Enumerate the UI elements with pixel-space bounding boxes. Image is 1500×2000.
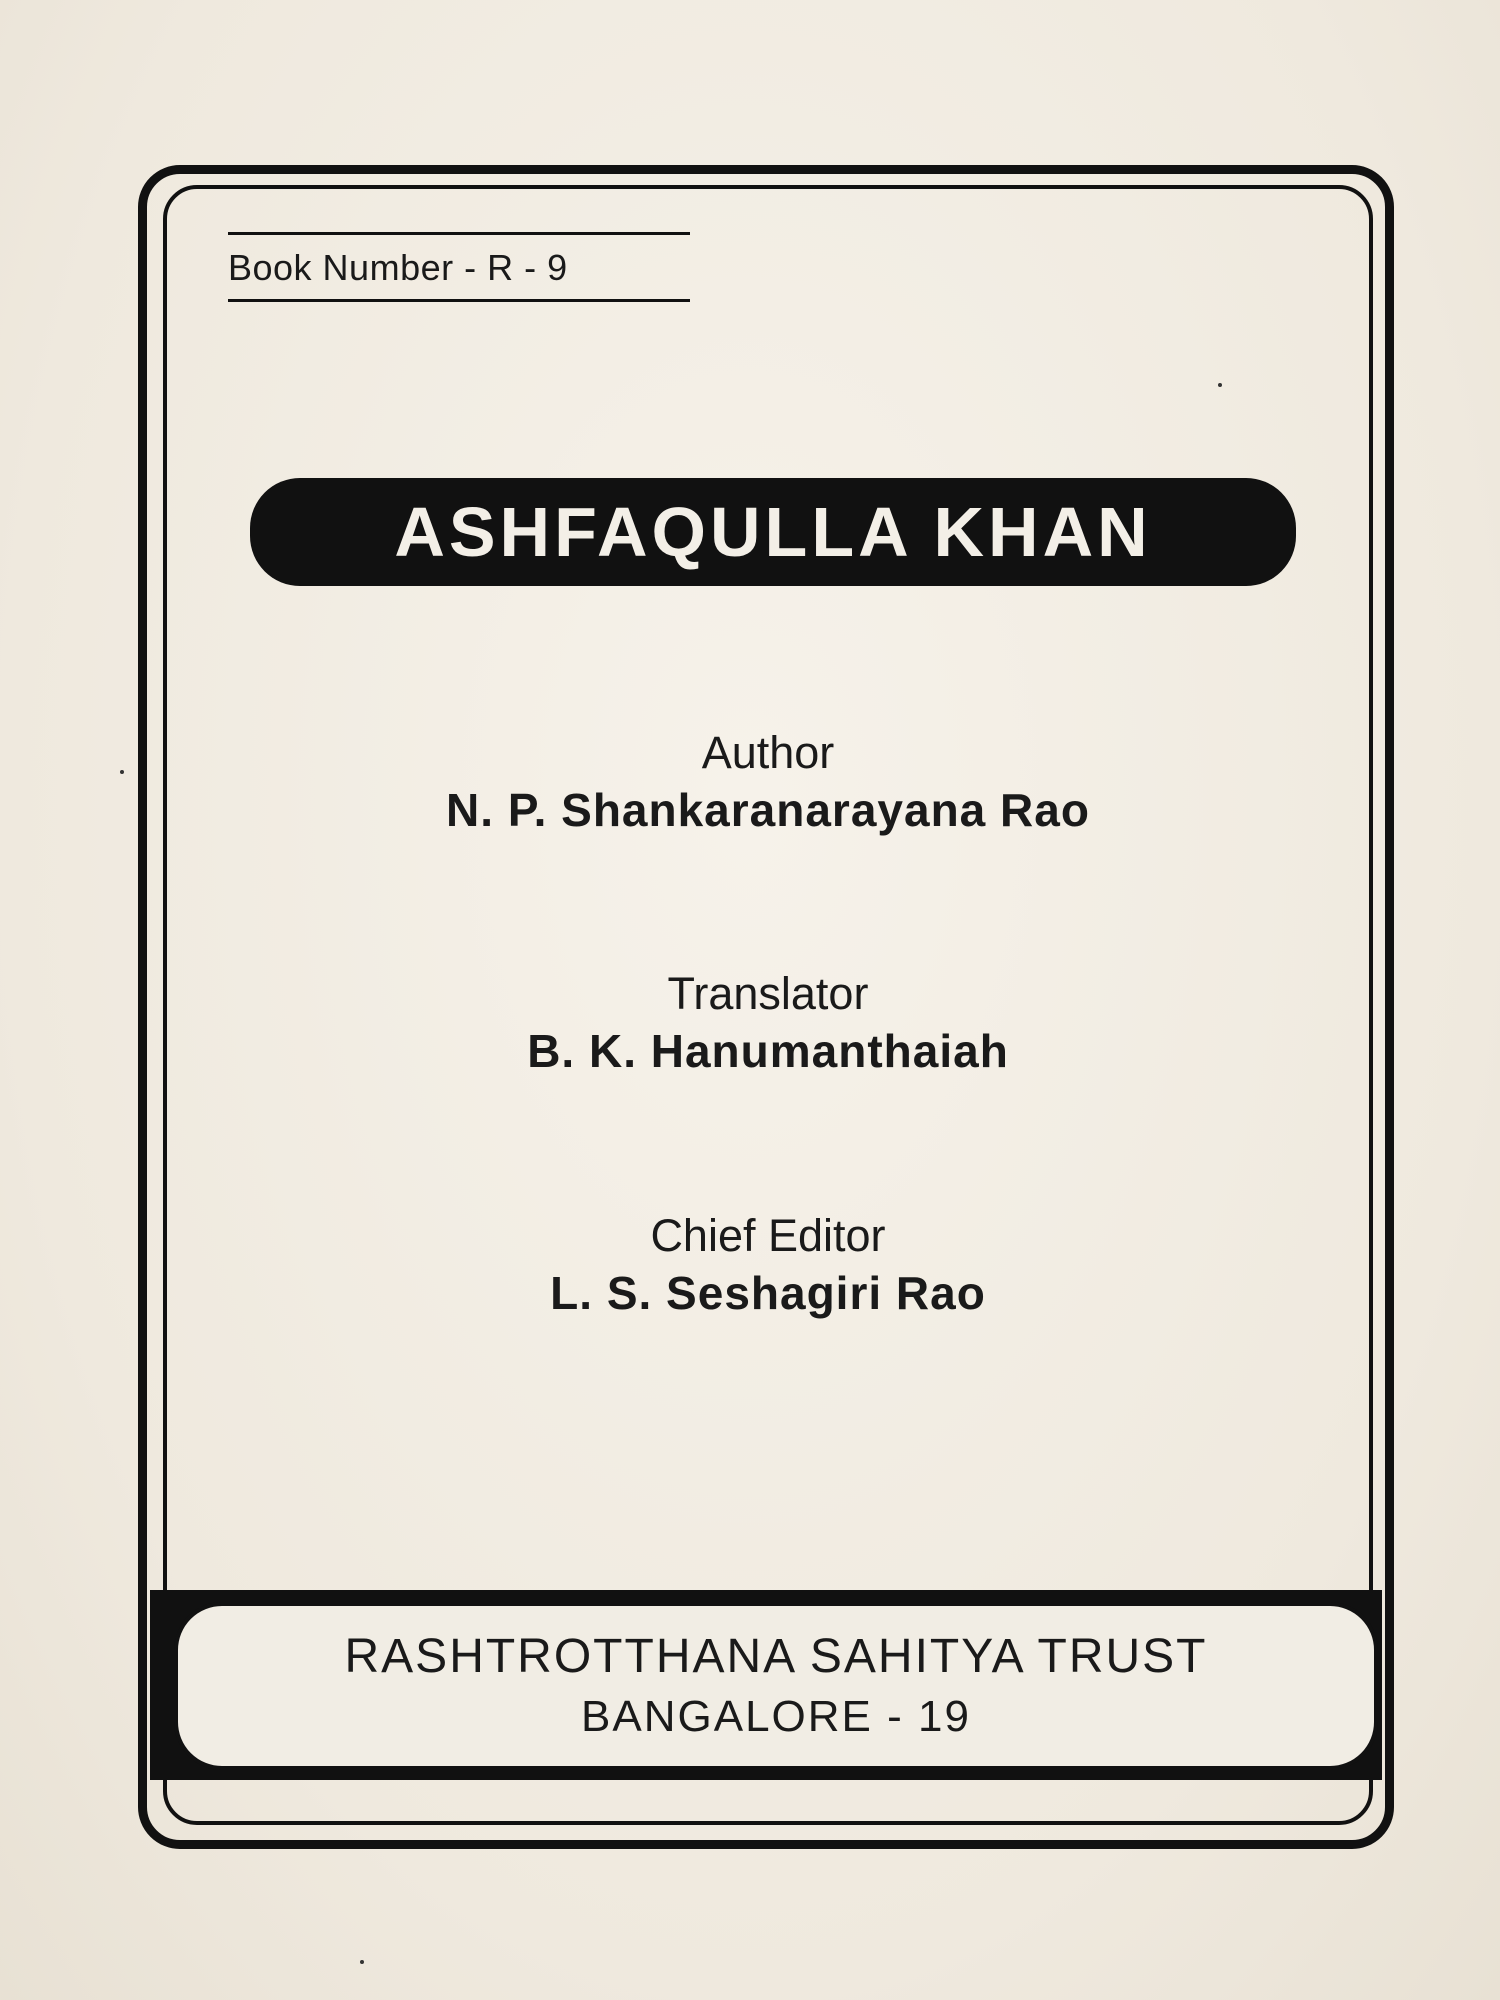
paper-speck [120,770,124,774]
publisher-name: RASHTROTTHANA SAHITYA TRUST [344,1630,1208,1683]
author-credit [163,725,1373,839]
author-name: N. P. Shankaranarayana Rao [446,784,1090,836]
book-number: Book Number - R - 9 [228,232,690,302]
editor-role: Chief Editor [650,1210,886,1261]
editor-credit [163,1208,1373,1322]
author-role: Author [701,727,835,778]
paper-speck [360,1960,364,1964]
book-title: ASHFAQULLA KHAN [394,493,1152,571]
editor-name: L. S. Seshagiri Rao [550,1267,986,1319]
translator-role: Translator [667,968,869,1019]
paper-speck [1218,383,1222,387]
translator-credit [163,966,1373,1080]
translator-name: B. K. Hanumanthaiah [527,1025,1009,1077]
publisher-city: BANGALORE - 19 [581,1692,971,1741]
title-banner [250,478,1296,586]
publisher-box [174,1602,1378,1770]
